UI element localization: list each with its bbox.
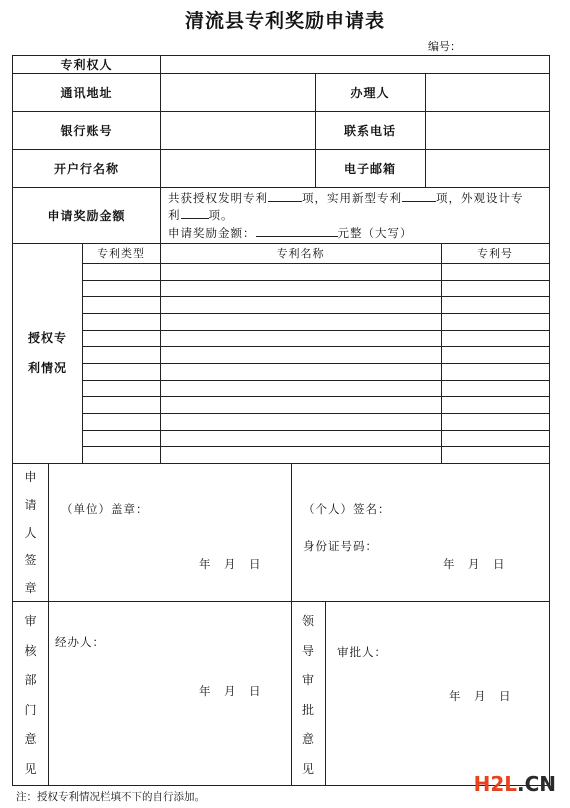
unit-seal-label: （单位）盖章： xyxy=(61,502,149,516)
column-patent-number: 专利号 xyxy=(477,247,513,260)
applicant-personal-date: 年 月 日 xyxy=(443,557,506,571)
amount-line-1: 共获授权发明专利 项，实用新型专利 项，外观设计专 xyxy=(168,191,524,205)
amount-line-2: 利 项。 xyxy=(168,208,234,222)
patentee-label: 专利权人 xyxy=(60,58,113,72)
serial-number-label: 编号： xyxy=(428,40,461,53)
column-patent-name: 专利名称 xyxy=(276,247,325,260)
column-patent-type: 专利类型 xyxy=(97,247,145,260)
phone-label: 联系电话 xyxy=(343,123,396,138)
review-dept-date: 年 月 日 xyxy=(199,684,262,698)
review-handler-label: 经办人： xyxy=(55,635,105,649)
leader-approval-date: 年 月 日 xyxy=(449,689,512,703)
bank-name-label: 开户行名称 xyxy=(53,161,119,176)
watermark-logo: H2L.CN xyxy=(473,772,556,796)
review-dept-label: 审 核 部 门 意 见 xyxy=(24,614,37,776)
handler-label: 办理人 xyxy=(350,85,390,100)
application-form xyxy=(12,55,550,786)
approver-label: 审批人： xyxy=(337,645,387,659)
leader-approval-label: 领 导 审 批 意 见 xyxy=(301,614,314,776)
id-number-label: 身份证号码： xyxy=(303,539,378,553)
applicant-sign-label: 申 请 人 签 章 xyxy=(24,470,37,595)
email-label: 电子邮箱 xyxy=(343,161,396,176)
form-title: 清流县专利奖励申请表 xyxy=(184,10,385,32)
applicant-unit-date: 年 月 日 xyxy=(199,557,262,571)
patent-section-label-1: 授权专 xyxy=(27,330,67,345)
bank-account-label: 银行账号 xyxy=(60,123,113,138)
patent-section-label-2: 利情况 xyxy=(27,360,67,375)
amount-line-3: 申请奖励金额： 元整（大写） xyxy=(168,226,413,240)
apply-amount-label: 申请奖励金额 xyxy=(47,208,126,223)
address-label: 通讯地址 xyxy=(60,85,113,100)
footnote: 注：授权专利情况栏填不下的自行添加。 xyxy=(16,791,205,803)
personal-sign-label: （个人）签名： xyxy=(303,502,391,516)
